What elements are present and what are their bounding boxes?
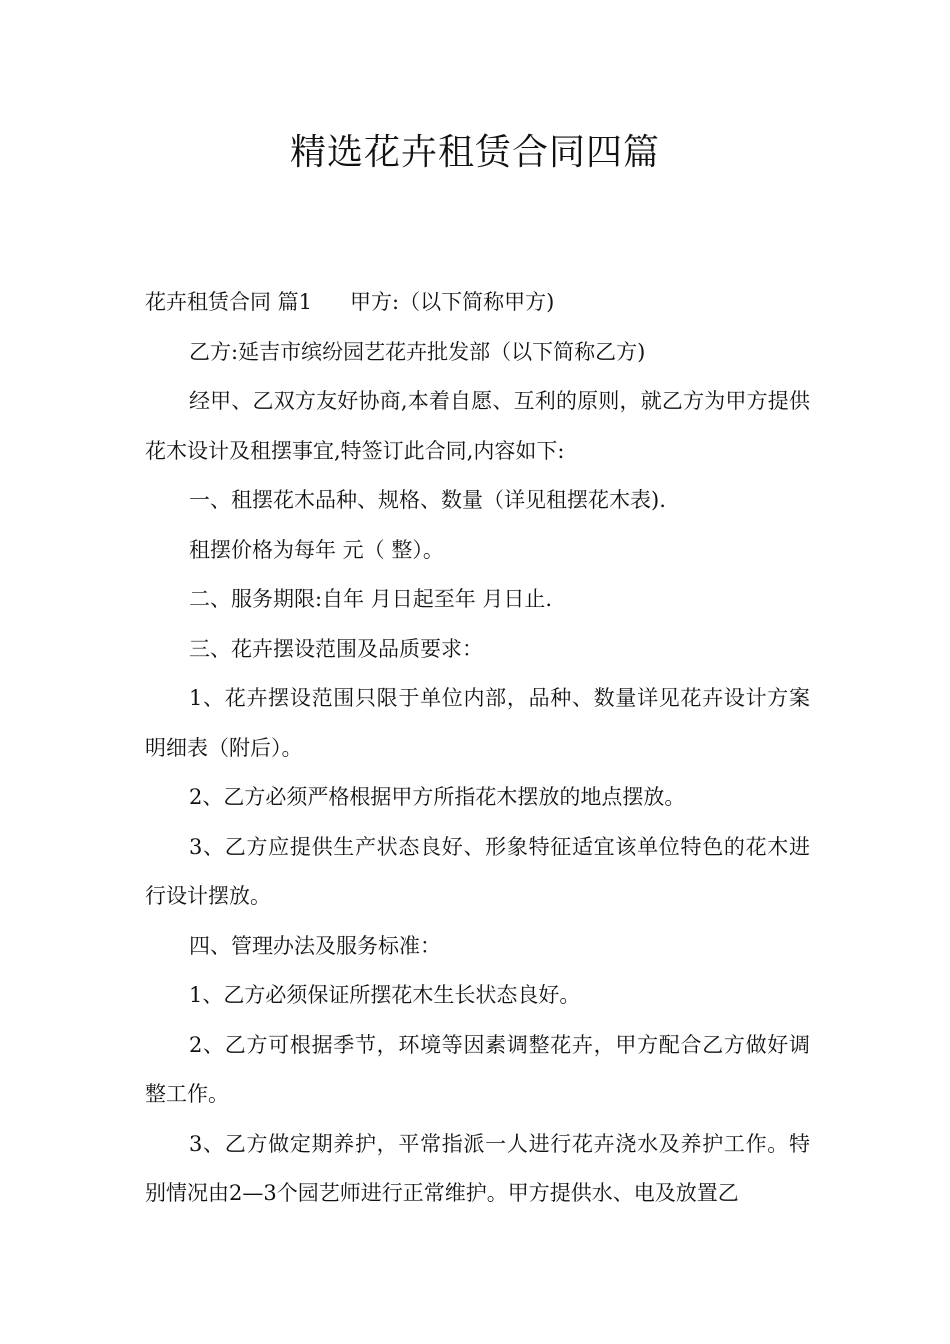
document-title: 精选花卉租赁合同四篇 [289,132,660,173]
paragraph-intro: 经甲、乙双方友好协商,本着自愿、互利的原则，就乙方为甲方提供花木设计及租摆事宜,特签订此合同,内容如下: [145,389,810,463]
paragraph-section-2: 二、服务期限:自年 月日起至年 月日止. [189,587,553,611]
paragraph-3-1: 1、花卉摆设范围只限于单位内部，品种、数量详见花卉设计方案明细表（附后）。 [145,686,810,760]
paragraph-4-3: 3、乙方做定期养护，平常指派一人进行花卉浇水及养护工作。特别情况由2—3个园艺师进行正常维护。甲方提供水、电及放置乙 [145,1131,810,1205]
document-body [145,278,810,1219]
paragraph-price: 租摆价格为每年 元（ 整）。 [189,537,444,562]
contract-label: 花卉租赁合同 篇1 [145,290,313,314]
paragraph-3-3: 3、乙方应提供生产状态良好、形象特征适宜该单位特色的花木进行设计摆放。 [145,834,810,908]
paragraph-section-4: 四、管理办法及服务标准： [189,933,441,958]
paragraph-section-1: 一、租摆花木品种、规格、数量（详见租摆花木表). [189,488,666,512]
paragraph-4-1: 1、乙方必须保证所摆花木生长状态良好。 [189,983,581,1007]
paragraph-4-2: 2、乙方可根据季节，环境等因素调整花卉，甲方配合乙方做好调整工作。 [145,1032,810,1106]
paragraph-section-3: 三、花卉摆设范围及品质要求： [189,636,483,661]
paragraph-party-b: 乙方:延吉市缤纷园艺花卉批发部（以下简称乙方) [189,339,646,364]
party-a-line: 甲方:（以下简称甲方) [350,290,555,314]
paragraph-3-2: 2、乙方必须严格根据甲方所指花木摆放的地点摆放。 [189,785,686,809]
contract-heading-line [145,278,810,328]
